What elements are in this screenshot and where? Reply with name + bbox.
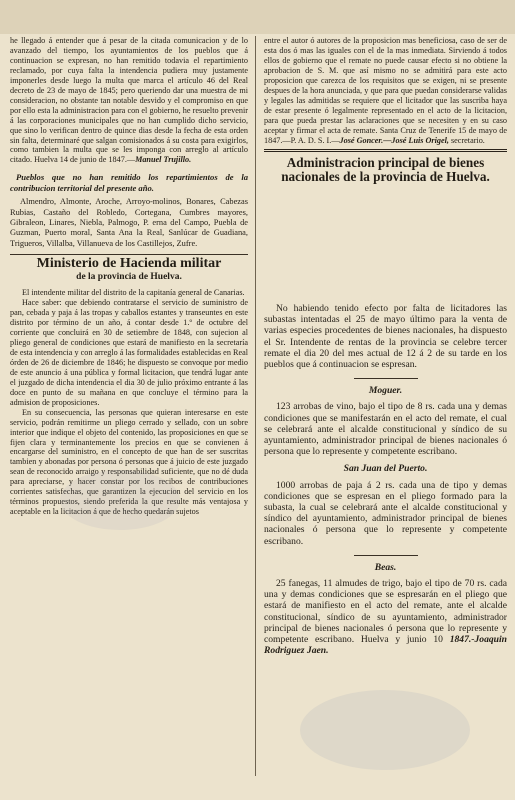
place-beas: Beas. <box>374 561 397 573</box>
bienes-nacionales-heading-text: Administracion principal de bienes nacionales de la provincia de Huelva. <box>281 155 490 185</box>
place-san-juan-del-puerto: San Juan del Puerto. <box>343 463 428 475</box>
column-divider <box>255 36 256 776</box>
right-paragraph-4: 1000 arrobas de paja á 2 rs. cada una de tipo y demas condiciones que se espresan en el pliego formado para la subasta, la cual se celebrará ante el alcalde constitucional y síndico del ayuntamiento, administrador principal de bienes nacionales ó persona que lo represente y competente escribano. <box>264 479 507 547</box>
left-paragraph-2: El intendente militar del distrito de la capitanía general de Canarias. <box>22 288 245 298</box>
left-paragraph-3: Hace saber: que debiendo contratarse el servicio de suministro de pan, cebada y paja á las tropas y caballos estantes y transeuntes en este distrito por término de un año, á contar desde 1.º de octubre del corriente que concluirá en 30 de setiembre de 1848, con sujecion al pliego general de condiciones que estará de manifiesto en la secretaría de esta intendencia y con arreglo á las formalidades establecidas en Real órden de 26 de diciembre de 1846; he dispuesto se convoque por medio de este anuncio á una pública y formal licitacion, que tendrá lugar ante el juzgado de dicha intendencia el dia 30 de julio próximo entrante á las doce en punto de su mañana en que concluye el término para la admision de proposiciones. <box>10 298 248 407</box>
section-divider <box>10 254 248 255</box>
right-paragraph-1-signature: José Goncer.—José Luis Origel, <box>339 135 449 145</box>
right-column-lower <box>264 303 507 656</box>
short-divider-2 <box>354 555 418 556</box>
place-moguer: Moguer. <box>368 385 403 397</box>
section-divider-double <box>264 149 507 152</box>
left-column <box>10 36 248 517</box>
right-paragraph-5 <box>264 578 507 656</box>
right-paragraph-1-text: entre el autor ó autores de la proposicion mas beneficiosa, caso de ser de esta dos ó mas las iguales con el de la mas inmediata. Sirviendo á todos ellos de gobierno que el remate no puede causar efecto si no obtiene la aprobacion de S. M. que así mismo no se admitirá para este acto proposicion que carezca de los requisitos que se exigen, ni se presente despues de la hora anunciada, y que para que puedan considerarse validas y legales las admitidas se requiere que el licitador que las suscriba haya de estar presente ó legalmente representado en el acto de la licitacion, para que pueda prestar las aclaraciones que se necesiten y en su caso aceptar y firmar el acta de remate. Santa Cruz de Tenerife 15 de mayo de 1847.—P. A. D. S. I.— <box>264 36 507 145</box>
pueblos-section-title: Pueblos que no han remitido los repartimientos de la contribucion territorial del presente año. <box>10 172 248 193</box>
right-paragraph-1 <box>264 36 507 145</box>
hacienda-militar-subheading: de la provincia de Huelva. <box>76 272 182 283</box>
ink-stain-right <box>300 690 470 770</box>
right-paragraph-5-signature: Joaquin Rodriguez Jaen. <box>264 634 507 657</box>
left-paragraph-1-text: he llegado á entender que á pesar de la citada comunicacion y de lo avanzado del tiempo, los ayuntamientos de los pueblos que á continuacion se expresan, no han remitido todavia el repartimiento reclamado, por cuya falta la intendencia pudiera muy justamente imponerles desde luego la multa que marca el artículo 46 del Real decreto de 23 de mayo de 1845; pero queriendo dar una muestra de mi consideracion, no obstante tan notable desvido y el compromiso en que por ello esta la administracion para con el gobierno, he resuelto prevenir á las corporaciones municipales que no han cumplido dicho servicio, que sino lo verifican dentro de quince dias desde la fecha de esta orden sin falta, determinaré que salgan comisionados á su costa para exigirlos, como tambien la multa que se les imponga con arreglo al artículo citado. Huelva 14 de junio de 1847.— <box>10 36 248 165</box>
bienes-nacionales-heading <box>264 156 507 184</box>
left-paragraph-1-signature: Manuel Trujillo. <box>135 155 192 165</box>
hacienda-militar-heading: Ministerio de Hacienda militar <box>36 256 222 272</box>
page-top-shadow <box>0 0 515 34</box>
left-paragraph-4: En su consecuencia, las personas que quieran interesarse en este servicio, podrán remitirme un pliego cerrado y sellado, con un sobre interior que indique el objeto del contenido, las proposiciones en que se fijen clara y terminantemente los precios en que se convienen á encargarse del suministro, en el concepto de que han de ser suscritas tambien y abonadas por persona ó personas que á juicio de este juzgado sean de reconocido arraigo y responsabilidad suficiente, que no dé duda para apreciarse, y hacer constar por los recibos de contribuciones corrientes satisfechas, que garantizen la ejecucion del servicio en los términos propuestos, siendo preferida la que resulte más ventajosa y aceptable en la licitacion á que de hecho quedarán sujetos <box>10 407 248 517</box>
right-paragraph-5-date: 1847.- <box>449 634 475 646</box>
left-paragraph-1 <box>10 36 248 165</box>
pueblos-list: Almendro, Almonte, Aroche, Arroyo-molinos, Bonares, Cabezas Rubias, Castaño del Robledo, Cortegana, Cumbres mayores, Gibraleon, Linares, Niebla, Palmogo, P. erna del Campo, Puebla de Guzman, Puerto moral, Santa Ana la Real, Sanlúcar de Guadiana, Trigueros, Villalba, Villanueva de los Castillejos, Zufre. <box>10 197 248 248</box>
right-paragraph-2: No habiendo tenido efecto por falta de licitadores las subastas intentadas el 25 de mayo último para la venta de varias especies procedentes de bienes nacionales, ha dispuesto el Sr. Intendente de rentas de la provincia se celebre tercer remate el dia 20 del mes actual de 12 á 2 de su tarde en los pueblos que á continuacion se espresan. <box>264 303 507 371</box>
right-paragraph-3: 123 arrobas de vino, bajo el tipo de 8 rs. cada una y demas condiciones que se manifestarán en el acto del remate, el cual se celebrará ante el alcalde constitucional y síndico de su ayuntamiento, administrador principal de bienes nacionales ó persona que lo represente y competente escribano. <box>264 401 507 458</box>
short-divider-1 <box>354 378 418 379</box>
right-paragraph-5-text: 25 fanegas, 11 almudes de trigo, bajo el tipo de 70 rs. cada una y demas condiciones que se espresarán en el pliego que estará de manifiesto en el acto del remate, ante el alcalde constitucional, síndico de su ayuntamiento, administrador principal de bienes nacionales ó persona que lo represente y competente escribano. Huelva y junio 10 <box>264 578 507 646</box>
right-paragraph-1-role: secretario. <box>450 135 485 145</box>
right-column <box>264 36 507 184</box>
